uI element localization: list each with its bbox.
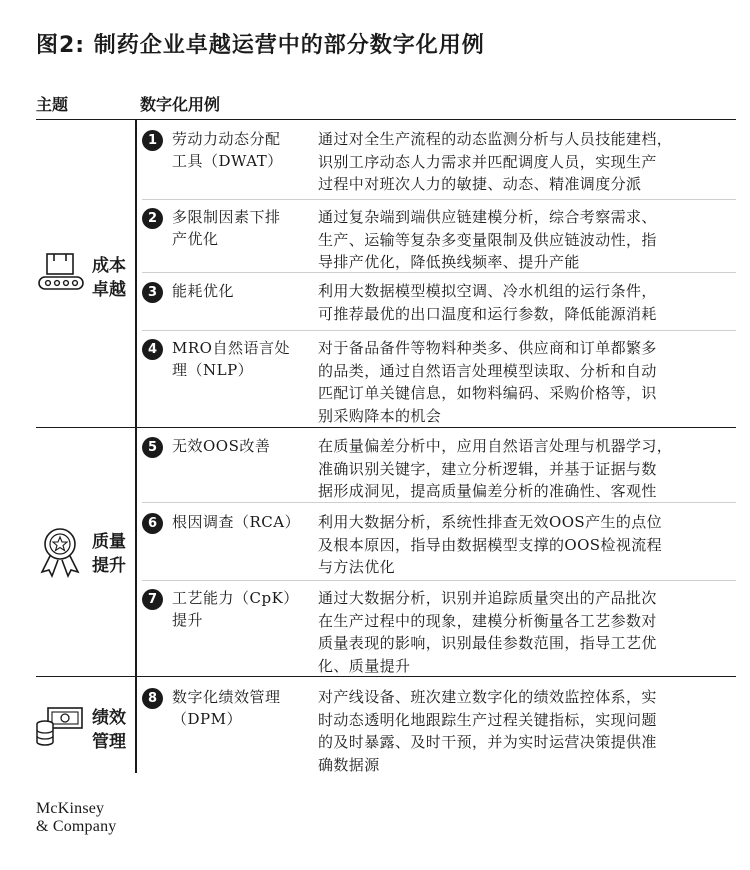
conveyor-icon [36, 250, 86, 294]
use-case-description: 对于备品备件等物料种类多、供应商和订单都繁多 的品类，通过自然语言处理模型读取、分析和自动 匹配订单关键信息，如物料编码、采购价格等，识 别采购降本的机会 [318, 339, 657, 425]
cash-coins-icon [34, 704, 86, 748]
header-theme: 主题 [36, 95, 69, 114]
item-number-badge: 7 [142, 589, 163, 610]
use-case-description: 通过对全生产流程的动态监测分析与人员技能建档， 识别工序动态人力需求并匹配调度人员，实现生产 过程中对班次人力的敏捷、动态、精准调度分派 [318, 130, 673, 193]
use-case-description: 通过复杂端到端供应链建模分析，综合考察需求、 生产、运输等复杂多变量限制及供应链波动性，指 导排产优化，降低换线频率、提升产能 [318, 208, 657, 271]
item-number-badge: 3 [142, 282, 163, 303]
item-number-badge: 5 [142, 437, 163, 458]
use-case-description: 对产线设备、班次建立数字化的绩效监控体系，实 时动态透明化地跟踪生产过程关键指标，实现问题 的及时暴露、及时干预，并为实时运营决策提供准 确数据源 [318, 688, 657, 774]
category-cost: 成本 卓越 [92, 256, 126, 300]
use-case-description: 通过大数据分析，识别并追踪质量突出的产品批次 在生产过程中的现象，建模分析衡量各工艺参数对 质量表现的影响，识别最佳参数范围，指导工艺优 化、质量提升 [318, 589, 657, 675]
use-case-name: 多限制因素下排 产优化 [172, 208, 281, 248]
use-case-description: 利用大数据模型模拟空调、冷水机组的运行条件， 可推荐最优的出口温度和运行参数，降低能源消耗 [318, 282, 657, 323]
header-uses: 数字化用例 [140, 95, 221, 114]
use-case-name: MRO自然语言处 理（NLP） [172, 339, 290, 379]
use-case-name: 工艺能力（CpK） 提升 [172, 589, 299, 629]
use-case-name: 无效OOS改善 [172, 437, 271, 455]
use-case-name: 根因调查（RCA） [172, 513, 301, 531]
figure-title: 图2: 制药企业卓越运营中的部分数字化用例 [36, 33, 485, 58]
row-separator [142, 199, 736, 200]
row-separator [142, 580, 736, 581]
use-case-name: 数字化绩效管理 （DPM） [172, 688, 281, 728]
award-ribbon-icon [38, 526, 84, 578]
item-number-badge: 4 [142, 339, 163, 360]
item-number-badge: 2 [142, 208, 163, 229]
use-case-name: 劳动力动态分配 工具（DWAT） [172, 130, 283, 170]
category-performance: 绩效 管理 [92, 708, 126, 752]
category-quality: 质量 提升 [92, 532, 126, 576]
header-rule [36, 119, 736, 120]
item-number-badge: 8 [142, 688, 163, 709]
item-number-badge: 6 [142, 513, 163, 534]
item-number-badge: 1 [142, 130, 163, 151]
use-case-name: 能耗优化 [172, 282, 235, 300]
row-separator [142, 330, 736, 331]
use-case-description: 利用大数据分析，系统性排查无效OOS产生的点位 及根本原因，指导由数据模型支撑的OOS检视流程 与方法优化 [318, 513, 663, 576]
group-rule-quality [36, 427, 736, 428]
use-case-description: 在质量偏差分析中，应用自然语言处理与机器学习， 准确识别关键字，建立分析逻辑，并基于证据与数 据形成洞见，提高质量偏差分析的准确性、客观性 [318, 437, 673, 500]
mckinsey-logo: McKinsey & Company [36, 800, 117, 835]
